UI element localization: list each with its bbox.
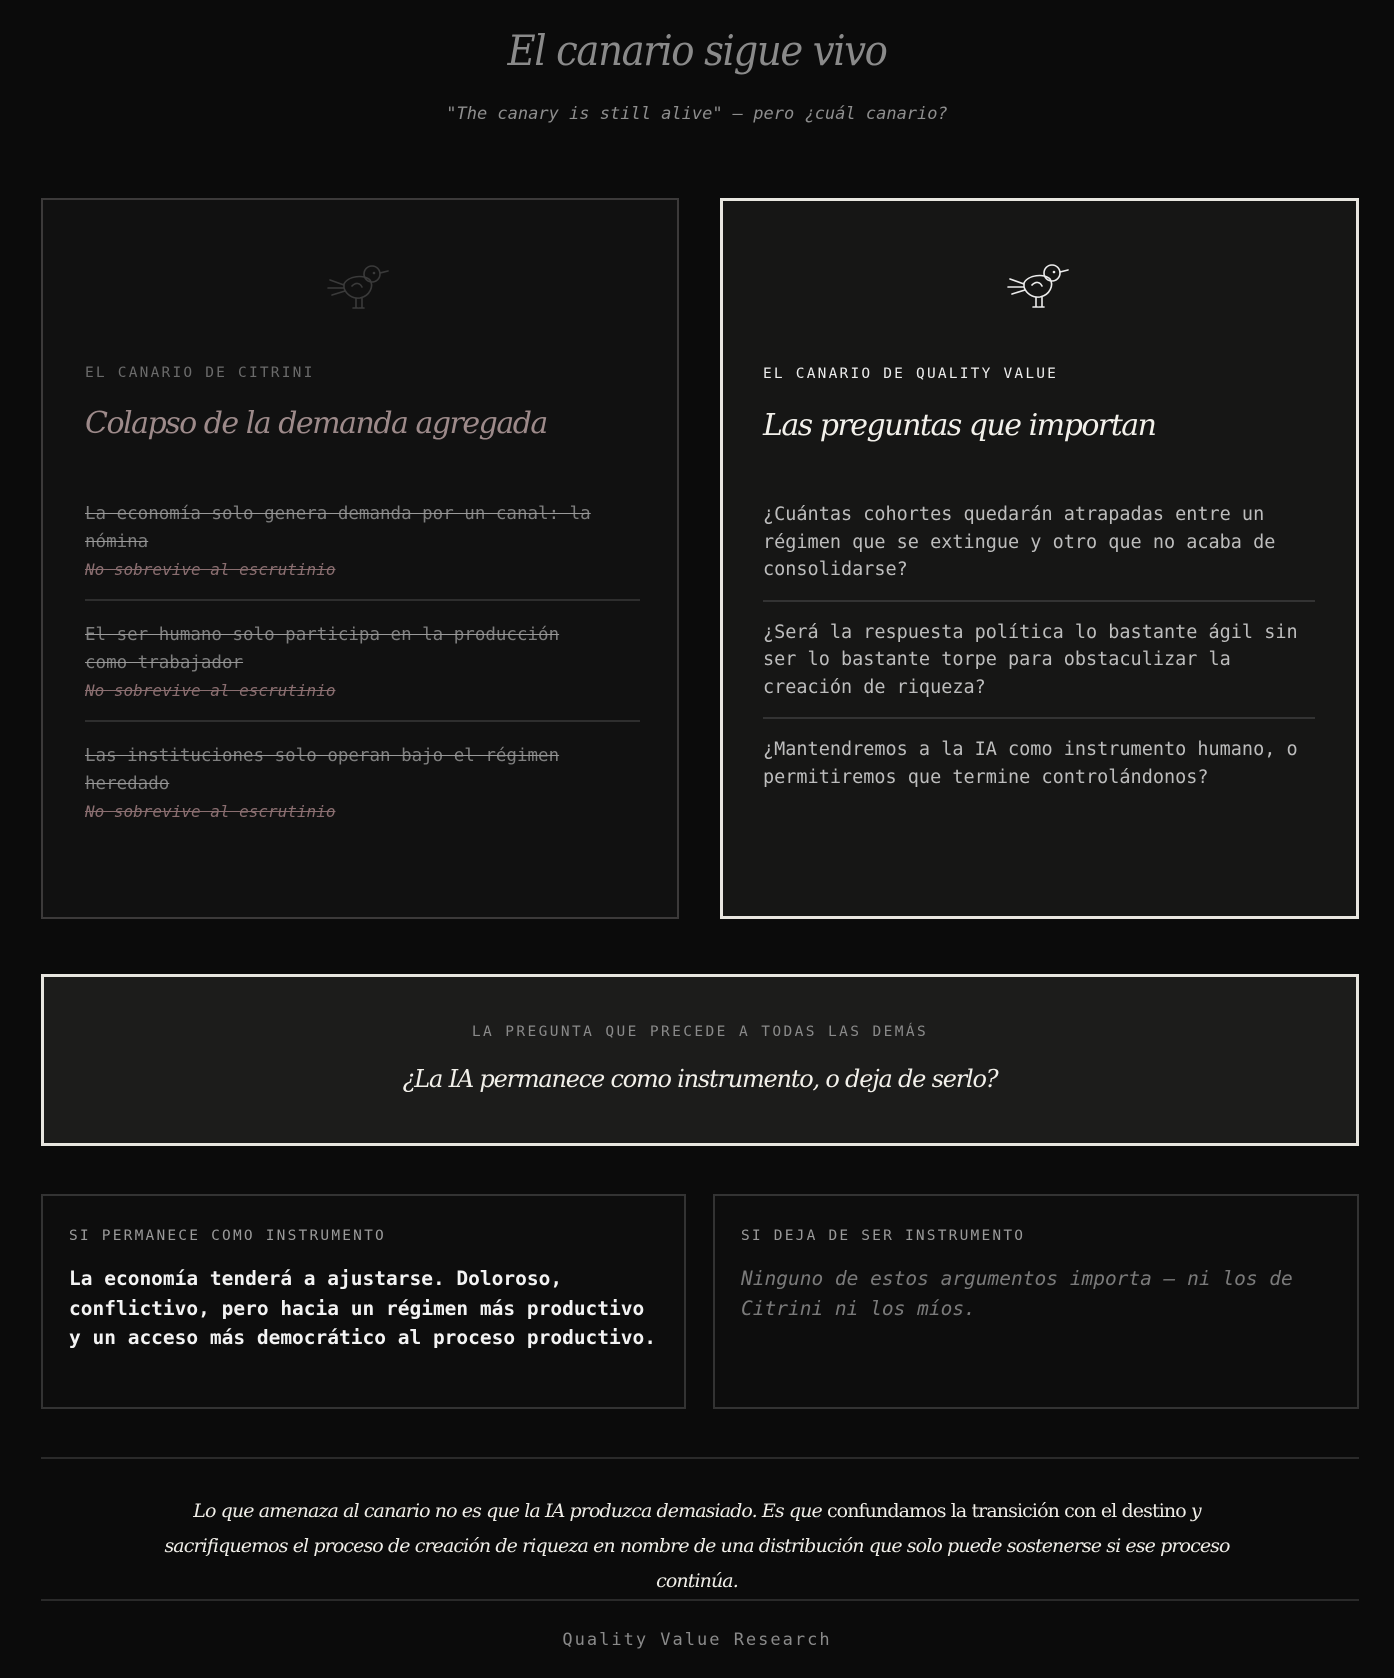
question-item: ¿Mantendremos a la IA como instrumento humano, o permitiremos que termine controlándonos? <box>763 739 1298 788</box>
divider <box>763 600 1315 602</box>
scenario-text: Ninguno de estos argumentos importa — ni los de Citrini ni los míos. <box>741 1267 1293 1320</box>
canary-bird-icon <box>1004 257 1076 317</box>
card-heading: Las preguntas que importan <box>763 408 1156 443</box>
footer-brand: Quality Value Research <box>562 1630 832 1650</box>
questions-list <box>763 501 1315 791</box>
divider <box>41 1457 1359 1459</box>
scenario-label: SI PERMANECE COMO INSTRUMENTO <box>69 1228 386 1244</box>
page-subtitle: "The canary is still alive" — pero ¿cuál canario? <box>446 104 948 124</box>
closing-part-2: confundamos la transición con el destino <box>826 1500 1186 1522</box>
claims-list <box>85 500 640 821</box>
closing-statement <box>130 1494 1264 1599</box>
closing-part-1: Lo que amenaza al canario no es que la IA produzca demasiado. Es que <box>193 1500 827 1522</box>
question-item: ¿Será la respuesta política lo bastante ágil sin ser lo bastante torpe para obstaculizar la creación de riqueza? <box>763 621 1298 698</box>
scenario-ceases-card <box>713 1194 1359 1409</box>
divider <box>85 599 640 601</box>
divider <box>763 717 1315 719</box>
claim-text: La economía solo genera demanda por un canal: la nómina <box>85 504 591 552</box>
card-heading: Colapso de la demanda agregada <box>85 406 547 441</box>
claim-verdict: No sobrevive al escrutinio <box>85 560 336 579</box>
claim-verdict: No sobrevive al escrutinio <box>85 802 336 821</box>
closing-part-3: y sacrifiquemos el proceso de creación de riqueza en nombre de una distribución que solo puede sostenerse si ese proceso continúa. <box>164 1500 1230 1592</box>
claim-item <box>85 500 640 579</box>
quality-value-canary-card <box>720 198 1359 919</box>
citrini-canary-card <box>41 198 679 919</box>
main-question-text: ¿La IA permanece como instrumento, o deja de serlo? <box>402 1065 998 1093</box>
claim-verdict: No sobrevive al escrutinio <box>85 681 336 700</box>
claim-item <box>85 742 640 821</box>
page-title: El canario sigue vivo <box>507 26 887 75</box>
main-question-box <box>41 974 1359 1146</box>
canary-bird-icon <box>324 258 396 318</box>
claim-item <box>85 621 640 700</box>
main-question-label: LA PREGUNTA QUE PRECEDE A TODAS LAS DEMÁS <box>471 1024 929 1040</box>
card-label: EL CANARIO DE QUALITY VALUE <box>763 366 1059 382</box>
scenario-text: La economía tenderá a ajustarse. Doloroso, conflictivo, pero hacia un régimen más productivo y un acceso más democrático al proceso productivo. <box>69 1267 656 1349</box>
divider <box>41 1599 1359 1601</box>
claim-text: El ser humano solo participa en la producción como trabajador <box>85 625 560 673</box>
card-label: EL CANARIO DE CITRINI <box>85 365 315 381</box>
question-item: ¿Cuántas cohortes quedarán atrapadas entre un régimen que se extingue y otro que no acaba de consolidarse? <box>763 504 1276 580</box>
scenario-label: SI DEJA DE SER INSTRUMENTO <box>741 1228 1026 1244</box>
scenario-remains-card <box>41 1194 686 1409</box>
divider <box>85 720 640 722</box>
claim-text: Las instituciones solo operan bajo el régimen heredado <box>85 746 560 794</box>
